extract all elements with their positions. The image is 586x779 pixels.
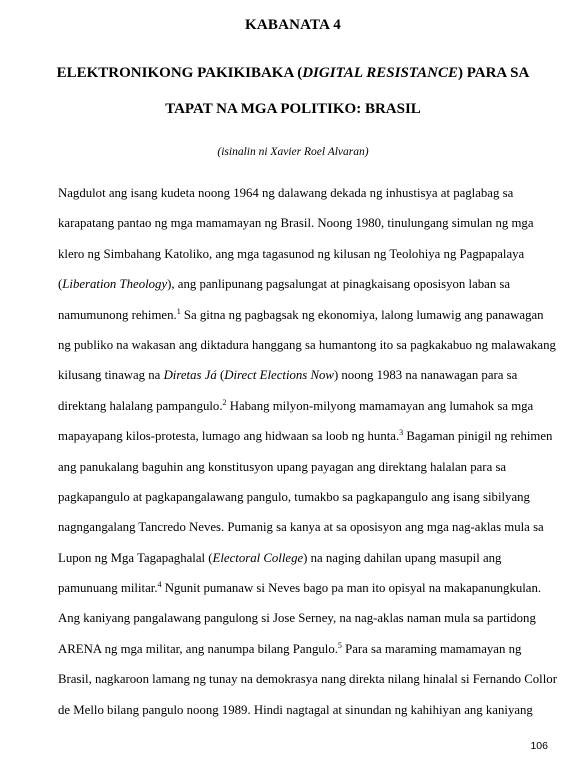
title-text: ELEKTRONIKONG PAKIKIBAKA ( — [56, 65, 303, 81]
footnote-ref[interactable]: 3 — [399, 428, 404, 438]
text-line — [58, 421, 578, 451]
title-text: ) PARA SA — [457, 65, 530, 81]
italic-term: Direct Elections Now — [224, 368, 334, 383]
text-run: kilusang tinawag na — [58, 368, 164, 383]
footnote-ref[interactable]: 4 — [157, 580, 162, 590]
text-line — [58, 391, 578, 421]
translator-byline: (isinalin ni Xavier Roel Alvaran) — [217, 146, 369, 158]
footnote-ref[interactable]: 2 — [222, 397, 227, 407]
title-italic-term: DIGITAL RESISTANCE — [302, 65, 458, 81]
footnote-ref[interactable]: 5 — [337, 640, 342, 650]
text-run: namumunong rehimen. — [58, 307, 177, 322]
chapter-title-line-1 — [0, 65, 586, 82]
text-run: Para sa maraming mamamayan ng — [341, 641, 522, 656]
text-run: Bagaman pinigil ng rehimen — [403, 429, 553, 444]
text-run: ) na naging dahilan upang masupil ang — [303, 550, 502, 565]
body-paragraph — [58, 178, 578, 725]
text-run: ARENA ng mga militar, ang nanumpa bilang Pangulo. — [58, 641, 338, 656]
italic-term: Liberation Theology — [62, 277, 168, 292]
text-line — [58, 269, 578, 299]
text-run: ), ang panlipunang pagsalungat at pinagkaisang oposisyon laban sa — [167, 277, 511, 292]
text-line: karapatang pantao ng mga mamamayan ng Brasil. Noong 1980, tinulungang simulan ng mga — [58, 216, 534, 231]
page-number: 106 — [530, 740, 548, 752]
text-run: ( — [216, 368, 225, 383]
text-run: ) noong 1983 na nanawagan para sa — [333, 368, 518, 383]
text-run: pamunuang militar. — [58, 581, 158, 596]
chapter-heading: KABANATA 4 — [244, 17, 342, 33]
text-line: Ang kaniyang pangalawang pangulong si Jose Serney, na nag-aklas naman mula sa partidong — [58, 611, 536, 626]
italic-term: Diretas Já — [163, 368, 217, 383]
text-line: Brasil, nagkaroon lamang ng tunay na demokrasya nang direkta nilang hinalal si Fernando Collor — [58, 672, 557, 687]
text-run: mapayapang kilos-protesta, lumago ang hidwaan sa loob ng hunta. — [58, 429, 400, 444]
text-line: Nagdulot ang isang kudeta noong 1964 ng dalawang dekada ng inhustisya at paglabag sa — [58, 186, 514, 200]
text-line: ng publiko na wakasan ang diktadura hanggang sa humantong ito sa pagkakabuo ng malawakang — [58, 337, 556, 352]
text-run: Lupon ng Mga Tagapaghalal ( — [58, 550, 213, 565]
text-run: ( — [58, 277, 63, 292]
italic-term: Electoral College — [212, 550, 304, 565]
footnote-ref[interactable]: 1 — [176, 306, 181, 316]
text-run: direktang halalang pampangulo. — [58, 398, 223, 413]
text-run: Sa gitna ng pagbagsak ng ekonomiya, lalong lumawig ang panawagan — [180, 307, 544, 322]
text-run: Ngunit pumanaw si Neves bago pa man ito opisyal na makapanungkulan. — [161, 581, 542, 596]
text-line: ang panukalang baguhin ang konstitusyon upang payagan ang direktang halalan para sa — [58, 459, 507, 474]
text-line: de Mello bilang pangulo noong 1989. Hindi nagtagal at sinundan ng kahihiyan ang kaniyang — [58, 702, 533, 717]
text-line — [58, 573, 578, 603]
text-line — [58, 634, 578, 664]
text-line — [58, 360, 578, 390]
text-line: klero ng Simbahang Katoliko, ang mga tagasunod ng kilusan ng Teolohiya ng Pagpapalaya — [58, 246, 525, 261]
text-line: pagkapangulo at pagkapangalawang pangulo, tumakbo sa pagkapangulo ang isang sibilyang — [58, 489, 530, 504]
text-run: Habang milyon-milyong mamamayan ang lumahok sa mga — [226, 398, 534, 413]
text-line — [58, 543, 578, 573]
chapter-title-line-2: TAPAT NA MGA POLITIKO: BRASIL — [165, 101, 421, 117]
text-line — [58, 300, 578, 330]
text-line: nagngangalang Tancredo Neves. Pumanig sa kanya at sa oposisyon ang mga nag-aklas mula sa — [58, 520, 544, 535]
